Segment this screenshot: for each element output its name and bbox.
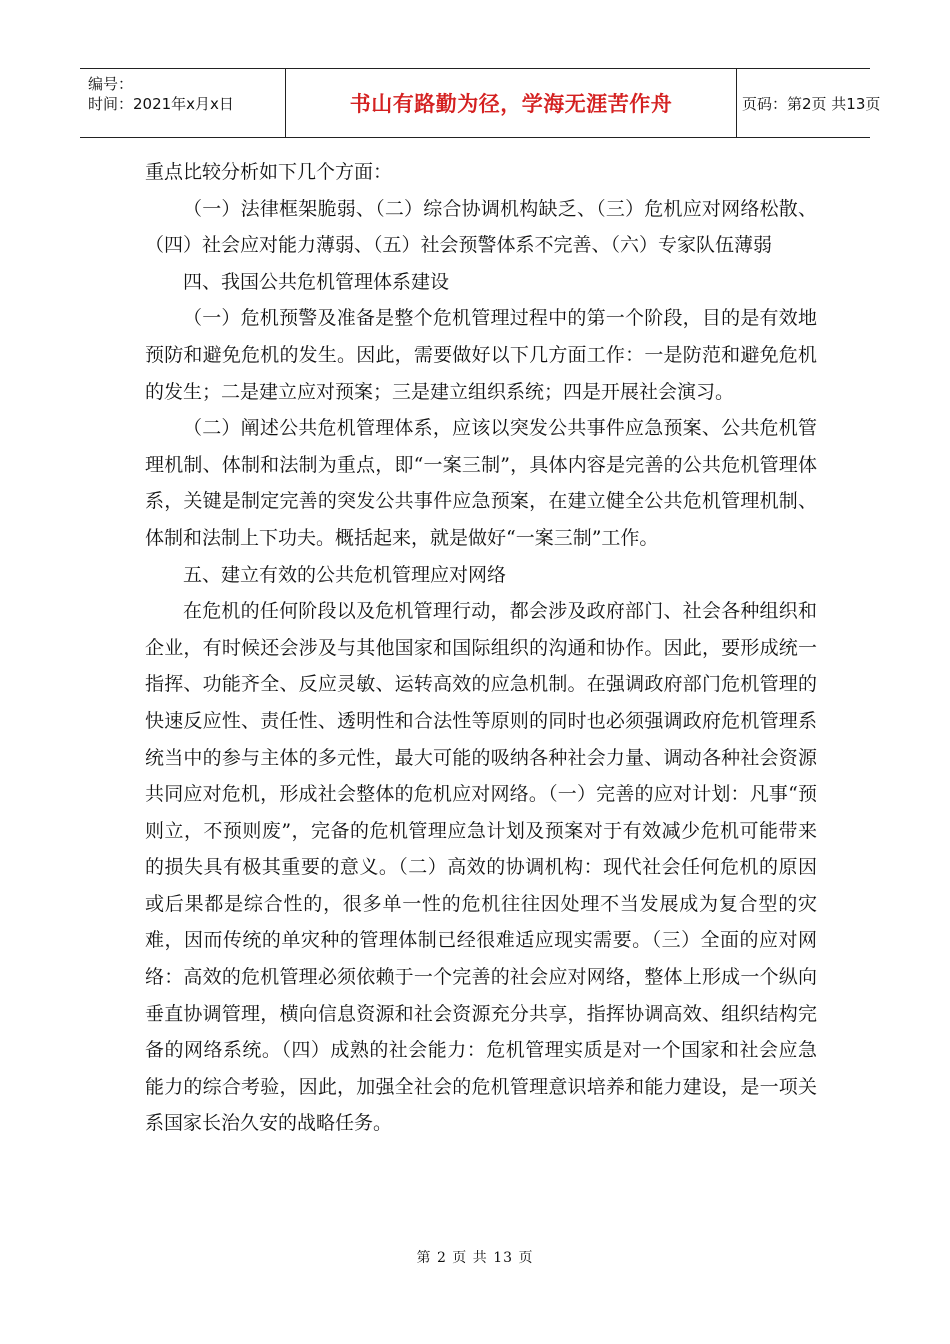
paragraph-one-plan-three-systems: （二）阐述公共危机管理体系，应该以突发公共事件应急预案、公共危机管理机制、体制和法制为重点，即“一案三制”，具体内容是完善的公共危机管理体系，关键是制定完善的突发公共事件应急预案，在建立健全公共危机管理机制、体制和法制上下功夫。概括起来，就是做好“一案三制”工作。 (145, 417, 817, 549)
document-number-label: 编号： (88, 75, 134, 93)
header-motto-cell (285, 69, 737, 137)
section-heading-5: 五、建立有效的公共危机管理应对网络 (183, 563, 507, 586)
document-body (145, 154, 817, 1142)
section-heading-4: 四、我国公共危机管理体系建设 (183, 270, 450, 293)
paragraph-weakness-list: （一）法律框架脆弱、（二）综合协调机构缺乏、（三）危机应对网络松散、（四）社会应对能力薄弱、（五）社会预警体系不完善、（六）专家队伍薄弱 (145, 197, 817, 257)
paragraph-response-network: 在危机的任何阶段以及危机管理行动，都会涉及政府部门、社会各种组织和企业，有时候还会涉及与其他国家和国际组织的沟通和协作。因此，要形成统一指挥、功能齐全、反应灵敏、运转高效的应急机制。在强调政府部门危机管理的快速反应性、责任性、透明性和合法性等原则的同时也必须强调政府危机管理系统当中的参与主体的多元性，最大可能的吸纳各种社会力量、调动各种社会资源共同应对危机，形成社会整体的危机应对网络。（一）完善的应对计划：凡事“预则立，不预则废”，完备的危机管理应急计划及预案对于有效减少危机可能带来的损失具有极其重要的意义。（二）高效的协调机构：现代社会任何危机的原因或后果都是综合性的，很多单一性的危机往往因处理不当发展成为复合型的灾难，因而传统的单灾种的管理体制已经很难适应现实需要。（三）全面的应对网络：高效的危机管理必须依赖于一个完善的社会应对网络，整体上形成一个纵向垂直协调管理，横向信息资源和社会资源充分共享，指挥协调高效、组织结构完备的网络系统。（四）成熟的社会能力：危机管理实质是对一个国家和社会应急能力的综合考验，因此，加强全社会的危机管理意识培养和能力建设，是一项关系国家长治久安的战略任务。 (145, 600, 817, 1135)
header-meta-cell (80, 69, 285, 137)
page-footer: 第 2 页 共 13 页 (416, 1250, 534, 1266)
paragraph-early-warning: （一）危机预警及准备是整个危机管理过程中的第一个阶段，目的是有效地预防和避免危机的发生。因此，需要做好以下几方面工作：一是防范和避免危机的发生；二是建立应对预案；三是建立组织系统；四是开展社会演习。 (145, 307, 817, 403)
page-header (80, 68, 881, 138)
header-motto: 书山有路勤为径，学海无涯苦作舟 (349, 92, 673, 116)
header-page-cell (736, 69, 881, 137)
paragraph-intro: 重点比较分析如下几个方面： (145, 161, 393, 183)
header-page-code: 页码：第2页 共13页 (742, 94, 881, 113)
document-date-label: 时间：2021年x月x日 (88, 95, 234, 113)
